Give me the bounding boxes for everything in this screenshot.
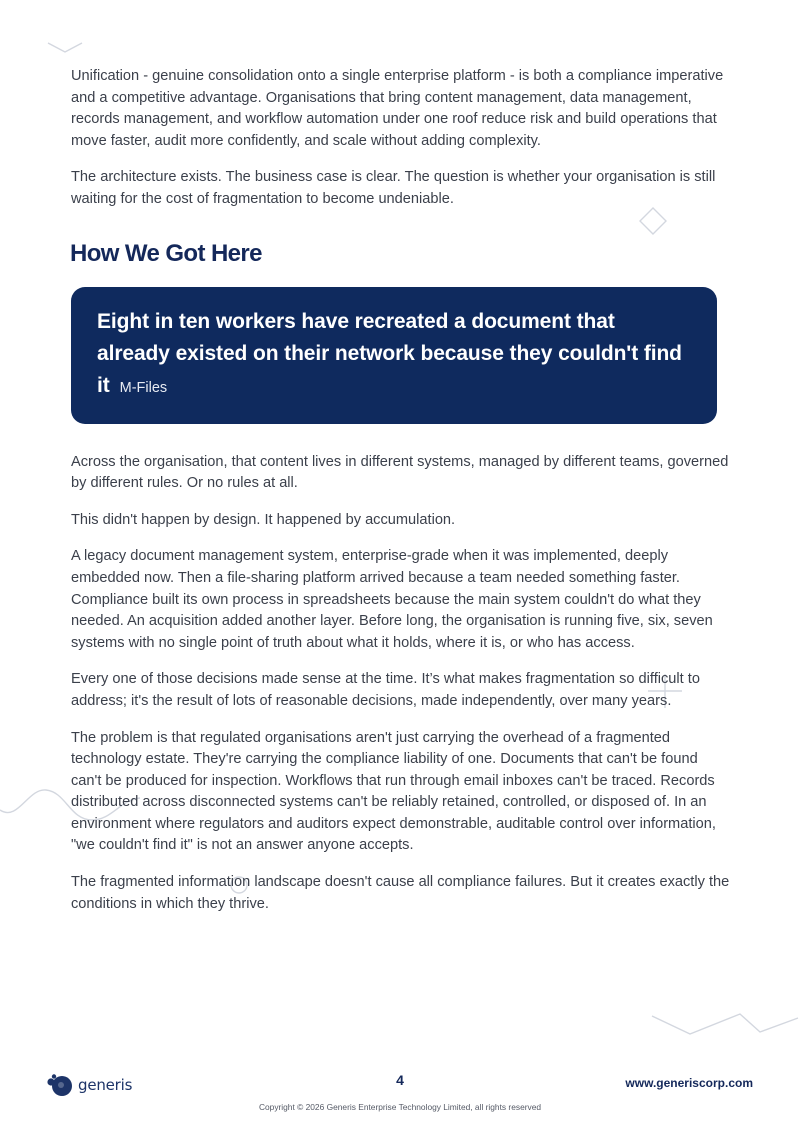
page-number: 4 — [396, 1072, 404, 1088]
body-paragraph: Every one of those decisions made sense at the time. It’s what makes fragmentation so difficult to address; it's the result of lots of reasonable decisions, made independently, over many years. — [71, 671, 700, 709]
zigzag-decoration — [650, 1010, 800, 1040]
section-heading: How We Got Here — [70, 239, 262, 267]
intro-paragraph: The architecture exists. The business case is clear. The question is whether your organisation is still waiting for the cost of fragmentation to become undeniable. — [71, 169, 716, 207]
website-link[interactable]: www.generiscorp.com — [625, 1076, 753, 1090]
body-paragraph: The problem is that regulated organisations aren't just carrying the overhead of a fragmented technology estate. They're carrying the compliance liability of one. Documents that can't be found can't be produced for inspection. Workflows that run through email inboxes can't be traced. Records distributed across disconnected systems can't be reliably retained, controlled, or disposed of. In an environment where regulators and auditors expect demonstrable, auditable control over information, "we couldn't find it" is not an answer anyone accepts. — [71, 729, 716, 854]
copyright-notice: Copyright © 2026 Generis Enterprise Technology Limited, all rights reserved — [258, 1102, 542, 1112]
chevron-decoration-top — [46, 40, 86, 54]
page-content — [71, 66, 731, 930]
body-paragraph: The fragmented information landscape doesn't cause all compliance failures. But it creates exactly the conditions in which they thrive. — [71, 874, 730, 912]
intro-paragraph: Unification - genuine consolidation onto a single enterprise platform - is both a compliance imperative and a competitive advantage. Organisations that bring content management, data management, records management, and workflow automation under one roof reduce risk and build operations that move faster, audit more confidently, and scale without adding complexity. — [71, 68, 724, 149]
body-paragraph: A legacy document management system, enterprise-grade when it was implemented, deeply embedded now. Then a file-sharing platform arrived because a team needed something faster. Compliance built its own process in spreadsheets because the main system couldn't do what they needed. An acquisition added another layer. Before long, the organisation is running five, six, seven systems with no single point of truth about what it holds, where it is, or who has access. — [71, 548, 713, 651]
logo-text: generis — [78, 1076, 133, 1094]
page-footer — [0, 1065, 800, 1130]
body-paragraph: Across the organisation, that content lives in different systems, managed by different teams, governed by different rules. Or no rules at all. — [71, 453, 729, 492]
pull-quote-card — [71, 287, 717, 424]
body-paragraph: This didn't happen by design. It happened by accumulation. — [71, 511, 456, 528]
quote-source: M-Files — [119, 379, 168, 396]
pull-quote — [97, 306, 689, 404]
pull-quote-text: Eight in ten workers have recreated a document that already existed on their network because they couldn't find it — [97, 309, 682, 397]
